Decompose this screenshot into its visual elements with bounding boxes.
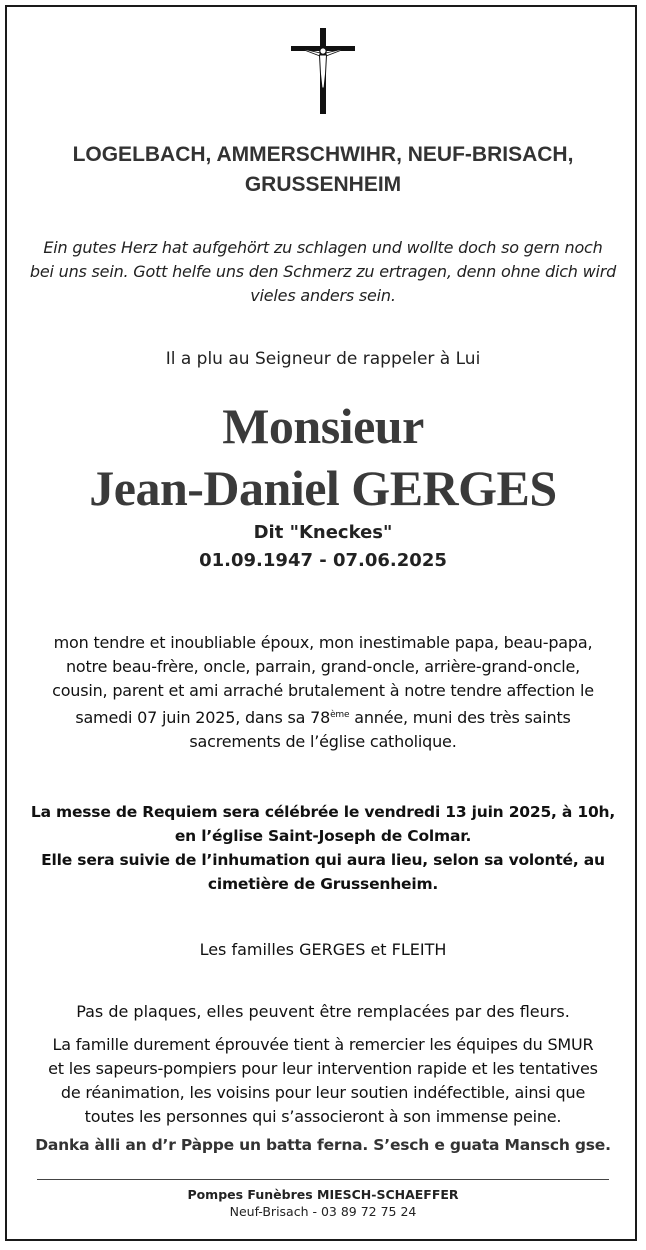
honorific: Monsieur [222, 398, 424, 454]
alsatian-thanks: Danka àlli an d’r Pàppe un batta ferna. S’esch e guata Mansch gse. [35, 1136, 611, 1154]
deceased-name: Jean-Daniel GERGES [89, 460, 557, 516]
flowers-note: Pas de plaques, elles peuvent être remplacées par des fleurs. [76, 1002, 570, 1021]
families-signature: Les familles GERGES et FLEITH [199, 940, 447, 959]
nickname: Dit "Kneckes" [253, 522, 393, 543]
memorial-poem: Ein gutes Herz hat aufgehört zu schlagen und wollte doch so gern noch bei uns sein. Gott helfe uns den Schmerz zu ertragen, denn ohne dich wird vieles anders sein. [29, 238, 617, 305]
footer-divider [37, 1179, 609, 1180]
announcement-body: mon tendre et inoubliable époux, mon inestimable papa, beau-papa, notre beau-frère, oncle, parrain, grand-oncle, arrière-grand-oncle, cousin, parent et ami arraché brutalement à notre tendre affection le samedi 07 juin 2025, dans sa 78ème année, muni des très saints sacrements de l’église catholique. [18, 631, 628, 754]
mass-details: La messe de Requiem sera célébrée le vendredi 13 juin 2025, à 10h, en l’église Saint-Joseph de Colmar. Elle sera suivie de l’inhumation qui aura lieu, selon sa volonté, au cimetière de Grussenheim. [30, 803, 616, 893]
intro-text: Il a plu au Seigneur de rappeler à Lui [165, 349, 481, 369]
funeral-home-contact: Neuf-Brisach - 03 89 72 75 24 [229, 1204, 417, 1219]
thanks-text: La famille durement éprouvée tient à remercier les équipes du SMUR et les sapeurs-pompiers pour leur intervention rapide et les tentatives de réanimation, les voisins pour leur soutien indéfectible, ainsi que toutes les personnes qui s’associeront à son immense peine. [48, 1035, 598, 1126]
age-line: samedi 07 juin 2025, dans sa 78ème année, muni des très saints [75, 708, 571, 727]
life-dates: 01.09.1947 - 07.06.2025 [199, 550, 447, 571]
locality-heading: LOGELBACH, AMMERSCHWIHR, NEUF-BRISACH, GRUSSENHEIM [72, 143, 574, 196]
crucifix-icon [291, 28, 355, 114]
funeral-home-name: Pompes Funèbres MIESCH-SCHAEFFER [187, 1187, 459, 1202]
